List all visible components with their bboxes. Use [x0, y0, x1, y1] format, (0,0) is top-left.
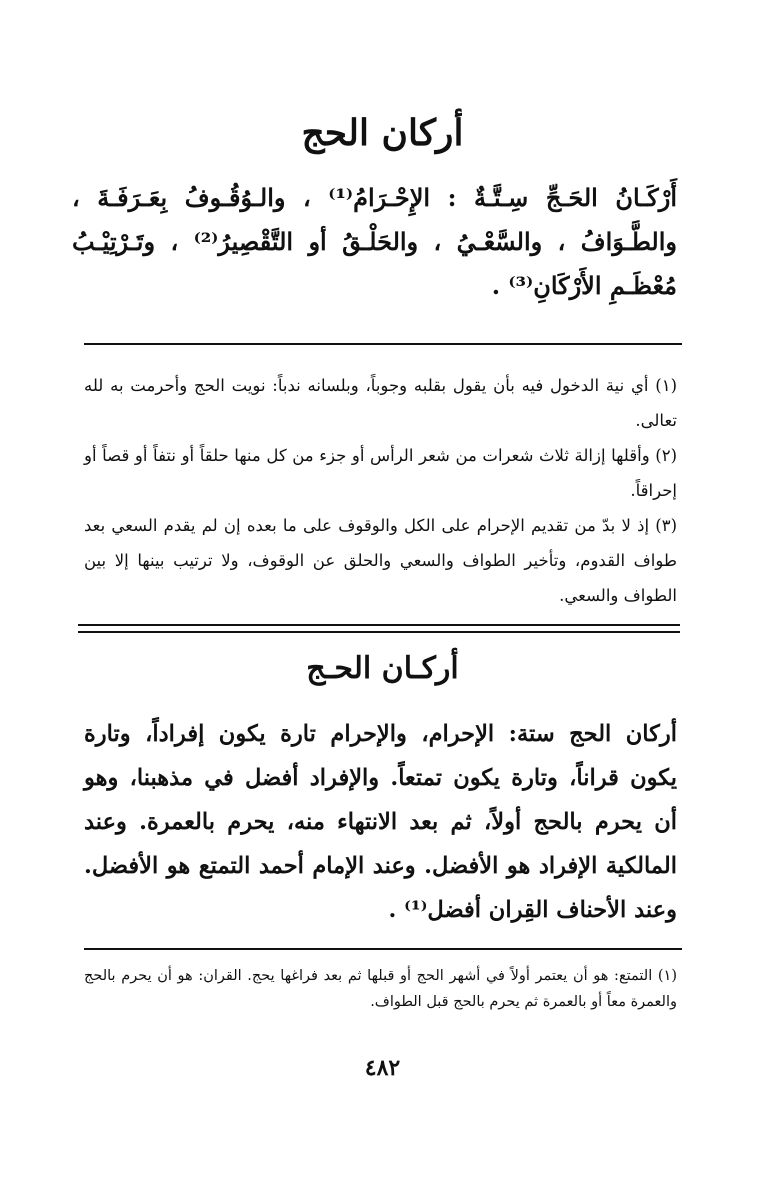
- footnote-1: (١) أي نية الدخول فيه بأن يقول بقلبه وجوباً، وبلسانه ندباً: نويت الحج وأحرمت به لله تعالى.: [84, 376, 677, 430]
- section2-title: أركـان الحـج: [306, 651, 459, 686]
- footnote-4: (١) التمتع: هو أن يعتمر أولاً في أشهر الحج أو قبلها ثم بعد فراغها يحج. القران: هو أن يحرم بالحج والعمرة معاً أو بالعمرة ثم يحرم بالحج قبل الطواف.: [84, 968, 677, 1010]
- section1-body: أَرْكَـانُ الحَـجِّ سِـتَّـةٌ : الإِحْـرَامُ⁽¹⁾ ، والـوُقُـوفُ بِعَـرَفَـةَ ، والطَّـوَافُ ، والسَّعْـيُ ، والحَلْـقُ أو التَّقْصِيرُ⁽²⁾ ، وتَـرْتِيْـبُ مُعْظَـمِ الأَرْكَانِ⁽³⁾ .: [72, 183, 677, 300]
- footnote-divider-2: [84, 948, 682, 950]
- section1-title: أركان الحج: [301, 112, 464, 154]
- section-divider-bottom-line: [78, 631, 680, 633]
- footnote-2: (٢) وأقلها إزالة ثلاث شعرات من شعر الرأس أو جزء من كل منها حلقاً أو نتفاً أو قصاً أو إحراقاً.: [84, 446, 677, 500]
- section2-footnotes: [0, 963, 765, 1015]
- section2-body: أركان الحج ستة: الإحرام، والإحرام تارة يكون إفراداً، وتارة يكون قراناً، وتارة يكون تمتعاً. والإفراد أفضل في مذهبنا، وهو أن يحرم بالحج أولاً، ثم بعد الانتهاء منه، يحرم بالعمرة. وعند المالكية الإفراد هو الأفضل. وعند الإمام أحمد التمتع هو الأفضل. وعند الأحناف القِران أفضل⁽¹⁾ .: [84, 721, 677, 923]
- page-number: ٤٨٢: [364, 1055, 401, 1081]
- section-divider-top-line: [78, 624, 680, 626]
- footnote-3: (٣) إذ لا بدّ من تقديم الإحرام على الكل والوقوف على ما بعده إن لم يقدم السعي بعد طواف القدوم، وتأخير الطواف والسعي والحلق عن الوقوف، ولا ترتيب بينها إلا بين الطواف والسعي.: [84, 516, 677, 605]
- section1-footnotes: [0, 368, 765, 613]
- footnote-divider-1: [84, 343, 682, 345]
